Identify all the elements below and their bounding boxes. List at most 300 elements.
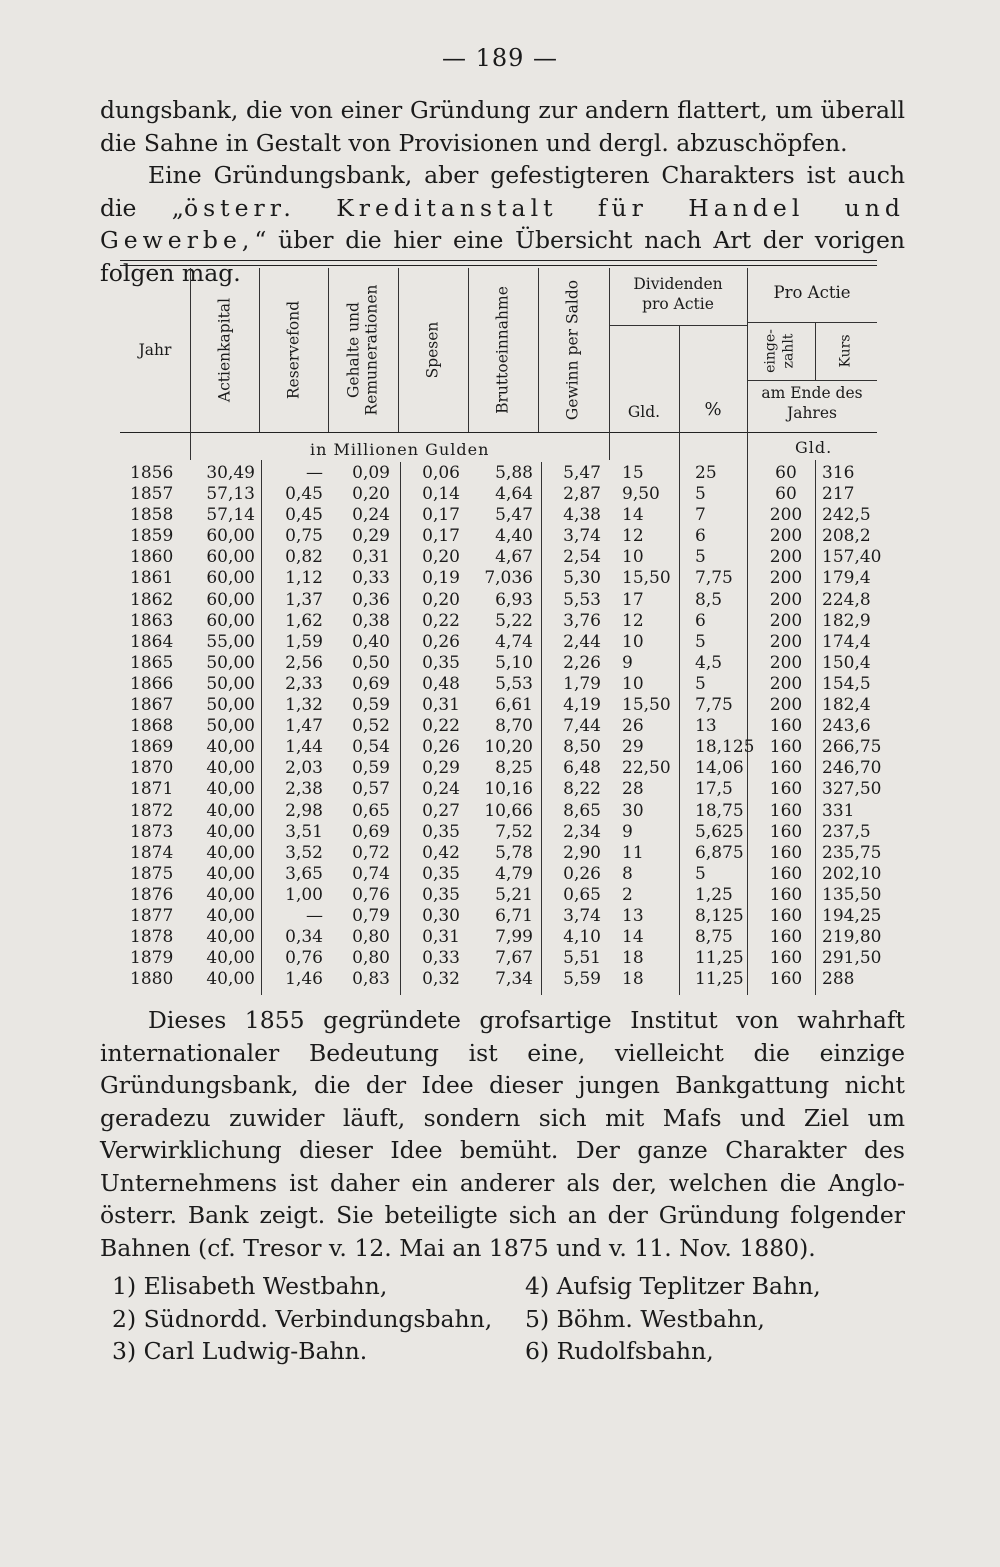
table-cell: 0,32 [422,969,460,990]
table-cell: 1878 [130,927,174,948]
table-cell: 40,00 [206,927,255,948]
table-cell: 8,75 [695,927,733,948]
table-cell: 0,35 [422,652,460,673]
table-cell: 202,10 [822,863,882,884]
table-cell: 0,35 [422,884,460,905]
column-bruttoeinnahme [470,463,533,990]
table-cell: 13 [622,905,644,926]
table-cell: 2,44 [563,631,601,652]
table-cell: 1867 [130,695,174,716]
table-cell: 5,78 [495,842,533,863]
column-divider [541,462,542,995]
table-cell: 3,52 [285,842,323,863]
table-cell: 160 [769,800,803,821]
table-cell: 7 [695,505,706,526]
table-cell: 0,76 [285,948,323,969]
table-cell: 0,72 [352,842,390,863]
table-cell: 0,31 [422,695,460,716]
table-cell: 60,00 [206,610,255,631]
table-cell: 18 [622,969,644,990]
table-cell: 5,30 [563,568,601,589]
table-cell: 8,70 [495,716,533,737]
table-cell: 0,20 [352,484,390,505]
table-cell: 0,69 [352,673,390,694]
header-zahlt: zahlt [780,333,797,369]
table-cell: 0,35 [422,821,460,842]
table-cell: 3,76 [563,610,601,631]
table-cell: 2,38 [285,779,323,800]
table-cell: 11,25 [695,969,744,990]
table-cell: 1876 [130,884,174,905]
table-cell: 217 [822,484,855,505]
header-actienkapital: Actienkapital [215,297,234,403]
table-cell: 5,625 [695,821,744,842]
header-pro-actie-2: Pro Actie [773,283,851,302]
column-divider [815,322,816,380]
table-cell: 0,31 [352,547,390,568]
table-cell: 0,76 [352,884,390,905]
table-cell: 8,65 [563,800,601,821]
table-cell: 0,33 [422,948,460,969]
column-gehalte [335,463,390,990]
table-cell: 7,75 [695,695,733,716]
table-cell: 57,14 [206,505,255,526]
table-cell: 160 [769,737,803,758]
table-cell: 3,51 [285,821,323,842]
table-cell: 60,00 [206,526,255,547]
table-cell: 0,30 [422,905,460,926]
table-cell: 5 [695,673,706,694]
table-cell: 9,50 [622,484,660,505]
table-cell: 0,31 [422,927,460,948]
table-cell: 1873 [130,821,174,842]
table-top-rule-2 [120,265,877,266]
column-divider [259,268,260,432]
table-cell: 157,40 [822,547,882,568]
table-cell: 5,53 [563,589,601,610]
table-cell: 6,93 [495,589,533,610]
table-cell: 0,45 [285,505,323,526]
table-cell: 40,00 [206,842,255,863]
table-cell: 160 [769,716,803,737]
table-cell: 0,24 [422,779,460,800]
table-cell: 224,8 [822,589,871,610]
table-cell: 0,24 [352,505,390,526]
table-cell: 7,67 [495,948,533,969]
table-cell: 160 [769,842,803,863]
table-cell: 7,036 [484,568,533,589]
table-cell: 7,52 [495,821,533,842]
table-cell: 1858 [130,505,174,526]
table-cell: 235,75 [822,842,882,863]
table-cell: 0,36 [352,589,390,610]
table-cell: 1865 [130,652,174,673]
table-cell: 8,125 [695,905,744,926]
table-cell: 288 [822,969,855,990]
table-cell: 18,125 [695,737,755,758]
table-cell: 57,13 [206,484,255,505]
table-cell: 1864 [130,631,174,652]
table-cell: 174,4 [822,631,871,652]
header-remunerationen: Remunerationen [362,284,381,416]
table-cell: 2,98 [285,800,323,821]
column-divider [261,460,262,995]
table-cell: 0,29 [422,758,460,779]
table-cell: 40,00 [206,779,255,800]
table-cell: 0,09 [352,463,390,483]
table-cell: 14,06 [695,758,744,779]
table-cell: 0,17 [422,526,460,547]
table-cell: 200 [769,610,803,631]
table-cell: 7,44 [563,716,601,737]
table-cell: 3,65 [285,863,323,884]
unit-label: in Millionen Gulden [310,440,490,459]
column-dividende-prozent [695,463,755,990]
table-cell: 2,54 [563,547,601,568]
header-gewinn-per-saldo: Gewinn per Saldo [563,279,582,421]
table-cell: 14 [622,505,644,526]
table-cell: 5,47 [495,505,533,526]
table-cell: — [306,463,323,483]
table-cell: 327,50 [822,779,882,800]
table-cell: 5,22 [495,610,533,631]
table-cell: 160 [769,927,803,948]
table-header-rule [120,432,877,433]
table-cell: 0,33 [352,568,390,589]
table-cell: 331 [822,800,855,821]
table-cell: 0,06 [422,463,460,483]
table-cell: 182,9 [822,610,871,631]
table-cell: 160 [769,884,803,905]
table-cell: 200 [769,673,803,694]
table-cell: 0,40 [352,631,390,652]
column-gewinn [548,463,601,990]
table-cell: 5,21 [495,884,533,905]
table-cell: 50,00 [206,716,255,737]
table-cell: 10 [622,547,644,568]
table-cell: 5,88 [495,463,533,483]
header-jahr: Jahr [138,341,172,359]
table-cell: 1880 [130,969,174,990]
column-divider [679,460,680,995]
table-cell: 3,74 [563,526,601,547]
table-cell: 1,44 [285,737,323,758]
table-cell: 160 [769,821,803,842]
column-dividende-gld [622,463,677,990]
table-cell: 10,66 [484,800,533,821]
table-cell: 9 [622,652,633,673]
table-cell: 7,34 [495,969,533,990]
table-cell: 6 [695,610,706,631]
table-cell: 160 [769,863,803,884]
table-cell: 135,50 [822,884,882,905]
table-cell: 6,61 [495,695,533,716]
header-spesen: Spesen [423,321,442,379]
table-cell: 1869 [130,737,174,758]
table-cell: 0,22 [422,610,460,631]
table-cell: 1,47 [285,716,323,737]
column-divider [468,268,469,432]
table-cell: 30 [622,800,644,821]
table-cell: 55,00 [206,631,255,652]
table-cell: 2,87 [563,484,601,505]
table-cell: 0,26 [422,737,460,758]
table-cell: 2,90 [563,842,601,863]
table-cell: 160 [769,779,803,800]
table-cell: 5 [695,484,706,505]
table-cell: 8 [622,863,633,884]
table-cell: 6,71 [495,905,533,926]
table-cell: 2,33 [285,673,323,694]
header-gehalte: Gehalte und [344,302,363,398]
table-cell: 11 [622,842,644,863]
table-cell: 1872 [130,800,174,821]
table-cell: 10,20 [484,737,533,758]
table-cell: 6,875 [695,842,744,863]
table-cell: 18,75 [695,800,744,821]
table-cell: 150,4 [822,652,871,673]
table-cell: 0,26 [422,631,460,652]
table-cell: 0,69 [352,821,390,842]
table-cell: 0,80 [352,948,390,969]
table-cell: 6,48 [563,758,601,779]
table-cell: 0,65 [352,800,390,821]
table-cell: 0,65 [563,884,601,905]
table-cell: 60,00 [206,589,255,610]
table-cell: 0,45 [285,484,323,505]
column-divider [679,325,680,460]
column-actienkapital [195,463,255,990]
header-divider [747,380,877,381]
table-cell: 8,22 [563,779,601,800]
table-cell: 17,5 [695,779,733,800]
table-cell: 40,00 [206,969,255,990]
header-am-ende: am Ende des [761,384,863,402]
table-cell: 266,75 [822,737,882,758]
institution-name: österr. Kreditanstalt für Handel und Gewerbe, [100,193,905,254]
header-reservefond: Reservefond [284,300,303,400]
unit-label-gld: Gld. [795,438,833,457]
list-item: 2) Südnordd. Verbindungsbahn, [112,1304,493,1333]
table-cell: 40,00 [206,863,255,884]
column-spesen [405,463,460,990]
table-cell: 1,59 [285,631,323,652]
table-cell: 5,10 [495,652,533,673]
table-cell: 15,50 [622,568,671,589]
table-cell: 1877 [130,905,174,926]
column-divider [328,268,329,432]
table-cell: 291,50 [822,948,882,969]
table-cell: 5,47 [563,463,601,483]
table-cell: 10,16 [484,779,533,800]
table-cell: 40,00 [206,948,255,969]
table-cell: 40,00 [206,905,255,926]
table-cell: 0,52 [352,716,390,737]
table-cell: 4,74 [495,631,533,652]
table-cell: 4,79 [495,863,533,884]
header-divider [609,325,747,326]
table-cell: 0,38 [352,610,390,631]
table-cell: 7,75 [695,568,733,589]
outro-paragraph [100,1004,905,1264]
table-cell: 5,51 [563,948,601,969]
table-cell: 40,00 [206,758,255,779]
table-cell: 5 [695,631,706,652]
table-cell: 50,00 [206,652,255,673]
table-cell: 0,19 [422,568,460,589]
table-cell: 0,57 [352,779,390,800]
column-reservefond [265,463,323,990]
table-cell: 1857 [130,484,174,505]
table-cell: 4,64 [495,484,533,505]
header-bruttoeinnahme: Bruttoeinnahme [493,286,512,414]
table-cell: 194,25 [822,905,882,926]
table-cell: 12 [622,526,644,547]
table-cell: 40,00 [206,800,255,821]
table-cell: 1,46 [285,969,323,990]
table-cell: 0,79 [352,905,390,926]
table-cell: 160 [769,905,803,926]
header-gld: Gld. [627,403,661,421]
table-cell: 1871 [130,779,174,800]
table-cell: 15,50 [622,695,671,716]
table-cell: 60,00 [206,568,255,589]
table-cell: 1856 [130,463,174,483]
table-cell: 0,54 [352,737,390,758]
table-cell: 10 [622,631,644,652]
column-divider [538,268,539,432]
table-cell: 15 [622,463,644,483]
outro-text: Dieses 1855 gegründete grofsartige Institut von wahrhaft internationaler Bedeutung ist eine, vielleicht die einzige Gründungsbank, die der Idee dieser jungen Bankgattung nicht geradezu zuwider läuft, sondern sich mit Mafs und Ziel um Verwirklichung dieser Idee bemüht. Der ganze Charakter des Unternehmens ist daher ein anderer als der, welchen die Anglo-österr. Bank zeigt. Sie beteiligte sich an der Gründung folgender Bahnen (cf. Tresor v. 12. Mai an 1875 und v. 11. Nov. 1880). [100,1006,905,1262]
table-cell: 5 [695,547,706,568]
table-cell: 1,32 [285,695,323,716]
table-cell: 1860 [130,547,174,568]
table-cell: 26 [622,716,644,737]
table-cell: 10 [622,673,644,694]
table-cell: 28 [622,779,644,800]
table-cell: 29 [622,737,644,758]
table-cell: 0,83 [352,969,390,990]
table-cell: 40,00 [206,737,255,758]
table-cell: 4,38 [563,505,601,526]
column-divider [398,268,399,432]
table-cell: 1,00 [285,884,323,905]
list-item: 3) Carl Ludwig-Bahn. [112,1337,368,1365]
intro-text-3: “ über die hier eine Übersicht nach Art der vorigen folgen mag. [100,226,905,287]
intro-text-2: Eine Gründungsbank, aber gefestigteren Charakters ist auch die „ [100,161,905,222]
table-cell: 1870 [130,758,174,779]
table-cell: 4,5 [695,652,723,673]
column-jahr [130,463,188,990]
table-cell: 14 [622,927,644,948]
table-cell: 18 [622,948,644,969]
table-cell: 160 [769,948,803,969]
table-cell: 1875 [130,863,174,884]
table-cell: 219,80 [822,927,882,948]
table-cell: 2,34 [563,821,601,842]
table-cell: 0,34 [285,927,323,948]
table-cell: 0,75 [285,526,323,547]
column-kurs [822,463,882,990]
column-divider [747,460,748,995]
table-cell: 1862 [130,589,174,610]
table-cell: 2,26 [563,652,601,673]
column-divider [400,462,401,995]
table-cell: 40,00 [206,821,255,842]
table-cell: — [306,905,323,926]
table-top-rule [120,260,877,261]
list-item: 4) Aufsig Teplitzer Bahn, [525,1272,821,1300]
table-cell: 4,67 [495,547,533,568]
table-cell: 237,5 [822,821,871,842]
table-cell: 154,5 [822,673,871,694]
intro-text-1: dungsbank, die von einer Gründung zur andern flattert, um überall die Sahne in Gestalt von Provisionen und dergl. abzuschöpfen. [100,96,905,157]
table-cell: 0,17 [422,505,460,526]
table-cell: 5,53 [495,673,533,694]
table-cell: 0,80 [352,927,390,948]
table-cell: 3,74 [563,905,601,926]
list-item: 6) Rudolfsbahn, [525,1337,714,1365]
table-cell: 13 [695,716,717,737]
table-cell: 0,42 [422,842,460,863]
table-cell: 8,25 [495,758,533,779]
table-cell: 200 [769,505,803,526]
table-cell: 12 [622,610,644,631]
table-cell: 1879 [130,948,174,969]
table-cell: 246,70 [822,758,882,779]
table-cell: 25 [695,463,717,483]
table-cell: 1866 [130,673,174,694]
page-number: — 189 — [441,44,559,72]
header-percent: % [704,399,722,420]
table-cell: 1861 [130,568,174,589]
table-cell: 60 [775,484,797,505]
table-cell: 50,00 [206,673,255,694]
header-jahres: Jahres [787,404,837,422]
table-cell: 200 [769,695,803,716]
table-cell: 8,5 [695,589,723,610]
table-cell: 0,74 [352,863,390,884]
header-einge: einge- [762,329,779,373]
table-cell: 11,25 [695,948,744,969]
list-item: 5) Böhm. Westbahn, [525,1304,765,1333]
table-cell: 200 [769,568,803,589]
table-cell: 0,14 [422,484,460,505]
table-cell: 40,00 [206,884,255,905]
table-cell: 5 [695,863,706,884]
table-cell: 50,00 [206,695,255,716]
table-cell: 6 [695,526,706,547]
table-cell: 4,40 [495,526,533,547]
table-cell: 0,48 [422,673,460,694]
header-divider [747,322,877,323]
table-cell: 2,03 [285,758,323,779]
table-cell: 1,79 [563,673,601,694]
column-divider [815,460,816,995]
table-cell: 1868 [130,716,174,737]
table-cell: 200 [769,589,803,610]
table-cell: 4,10 [563,927,601,948]
table-cell: 208,2 [822,526,871,547]
list-item: 1) Elisabeth Westbahn, [112,1272,388,1300]
table-cell: 200 [769,547,803,568]
table-cell: 182,4 [822,695,871,716]
table-cell: 7,99 [495,927,533,948]
table-cell: 2,56 [285,652,323,673]
table-cell: 0,22 [422,716,460,737]
table-cell: 200 [769,652,803,673]
table-cell: 1863 [130,610,174,631]
